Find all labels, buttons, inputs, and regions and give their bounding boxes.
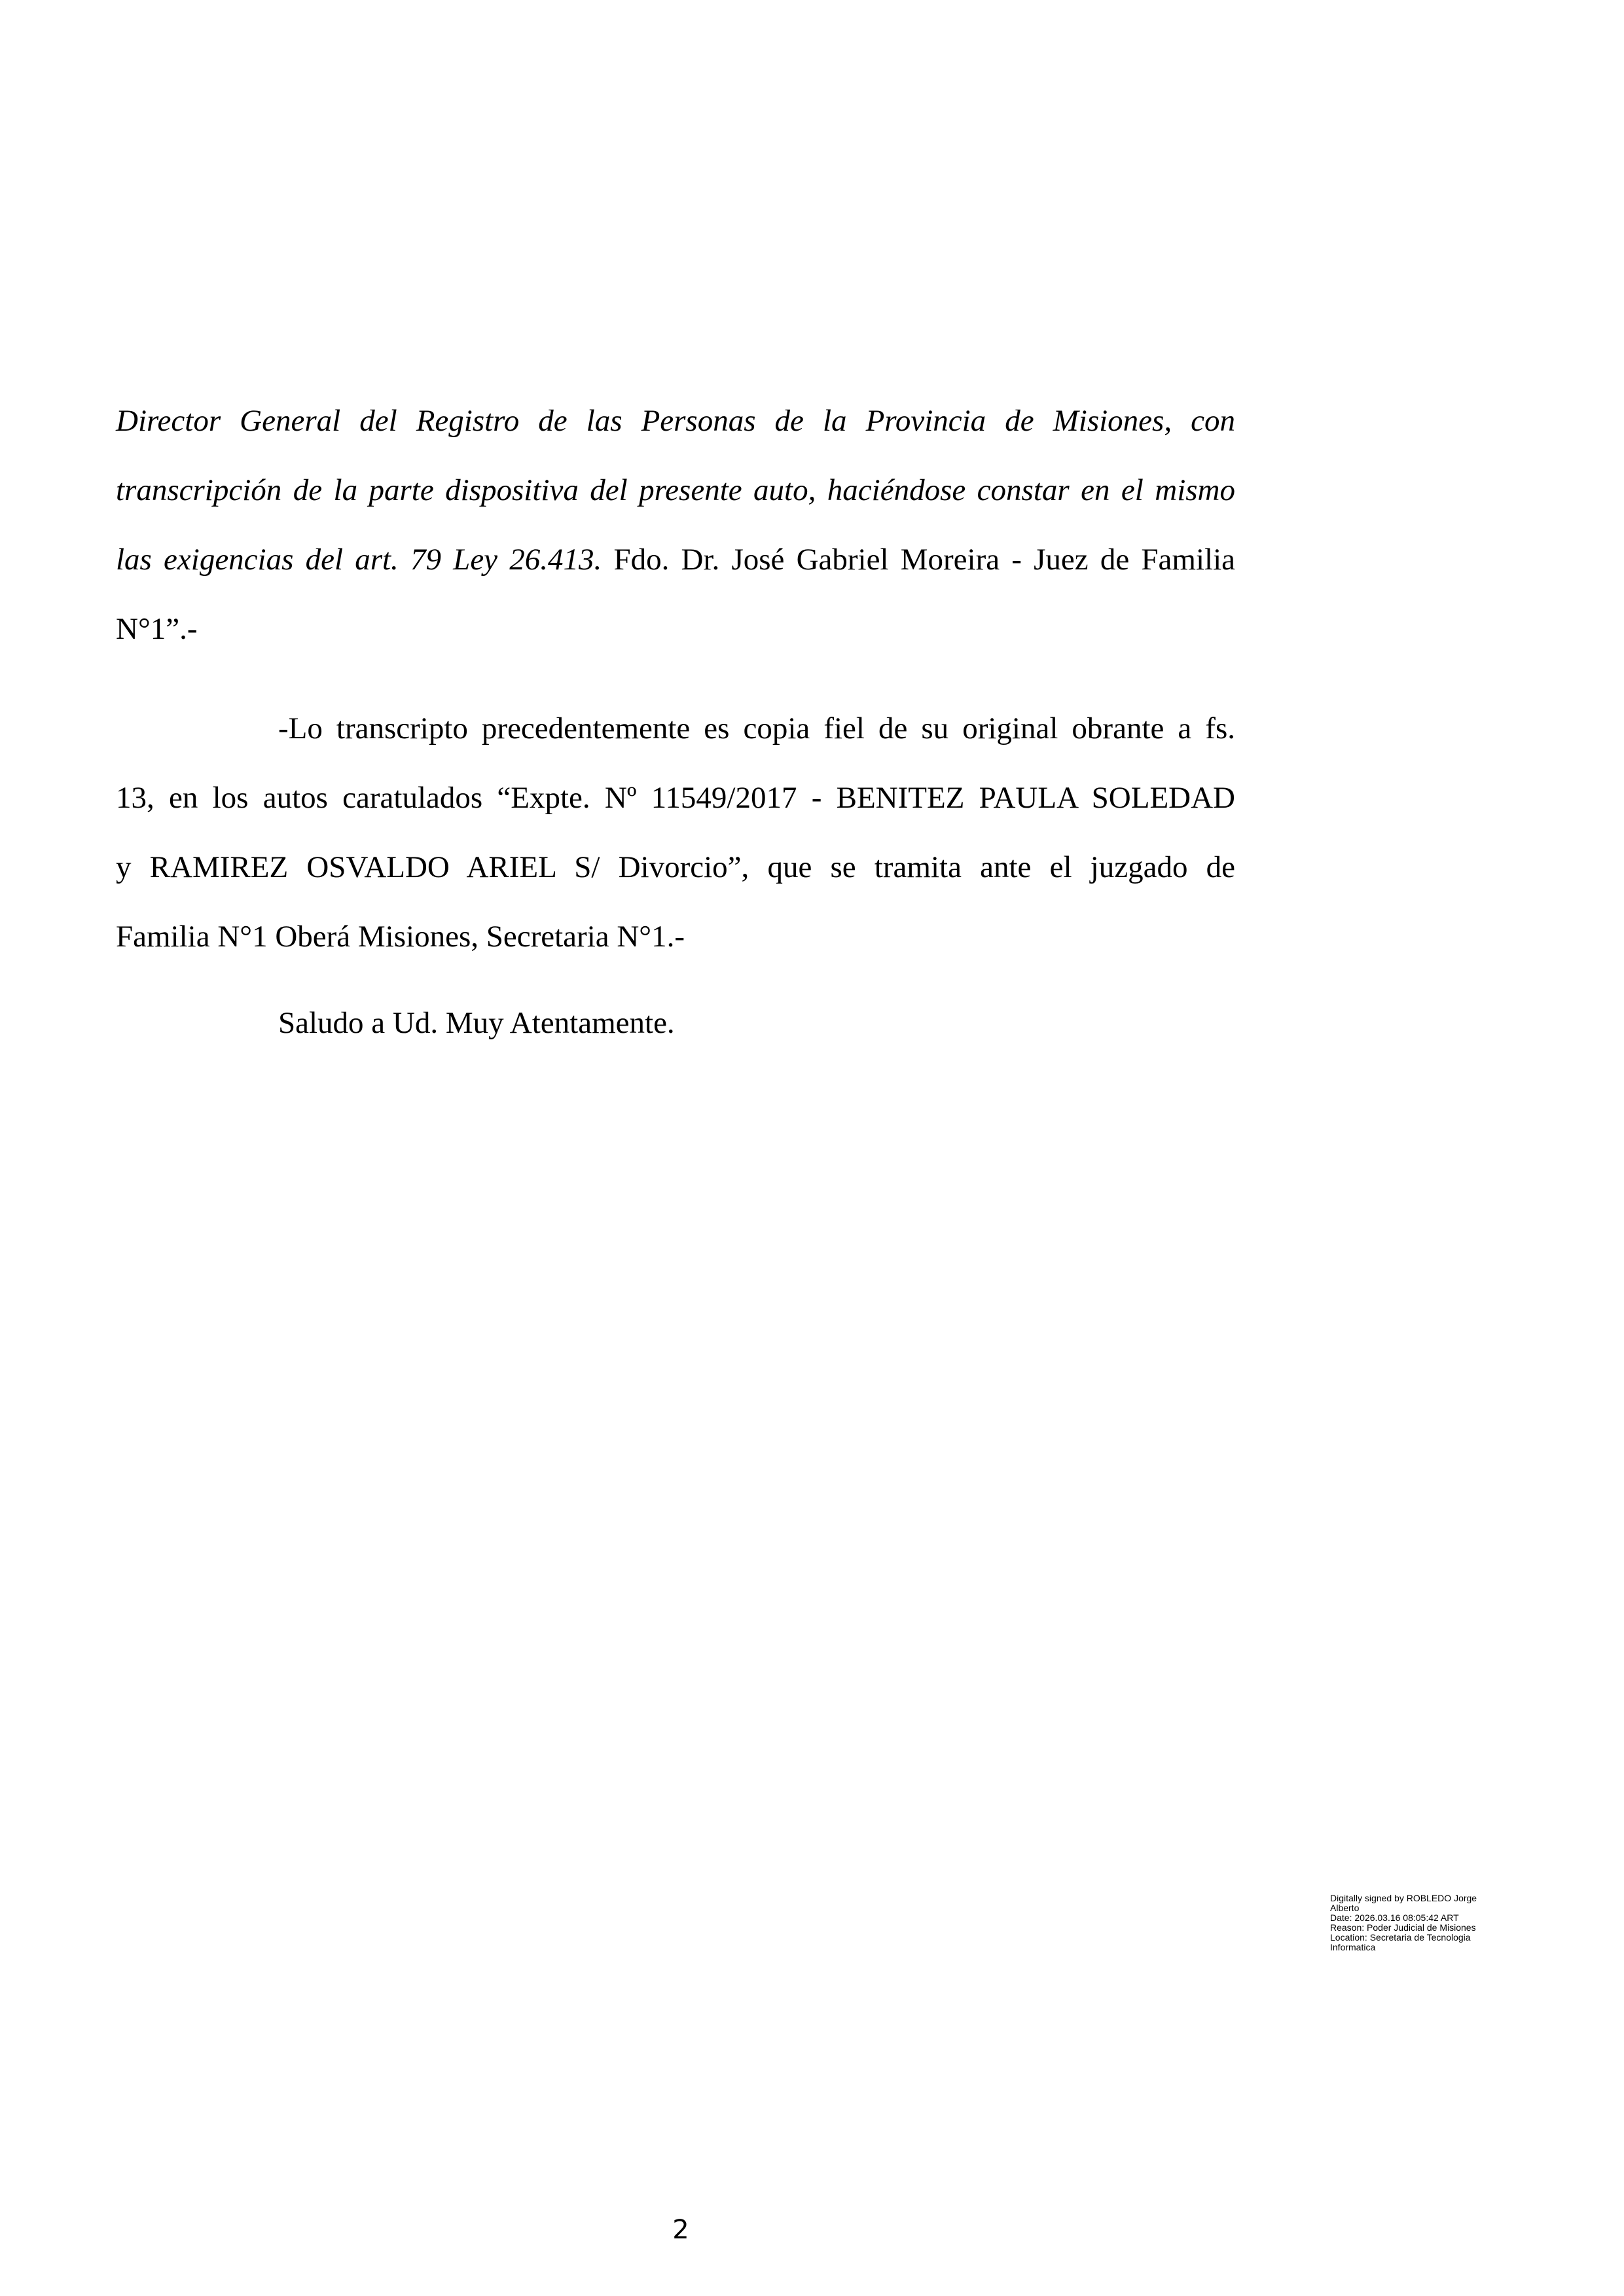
text-line: N°1”.-: [116, 612, 198, 646]
text-line: transcripción de la parte dispositiva del presente auto, haciéndose constar en el mismo: [116, 473, 1235, 507]
signature-line: Date: 2026.03.16 08:05:42 ART: [1330, 1912, 1459, 1923]
closing-salutation: Saludo a Ud. Muy Atentamente.: [278, 1006, 675, 1040]
signature-line: Location: Secretaria de Tecnologia: [1330, 1932, 1471, 1943]
signature-line: Reason: Poder Judicial de Misiones: [1330, 1922, 1476, 1933]
text-line: [116, 525, 1235, 594]
signature-line: Informatica: [1330, 1942, 1376, 1952]
text-line: 13, en los autos caratulados “Expte. Nº 11549/2017 - BENITEZ PAULA SOLEDAD: [116, 781, 1235, 815]
paragraph-closing: [116, 988, 1235, 1058]
text-line-regular-part: Fdo. Dr. José Gabriel Moreira - Juez de Familia: [602, 543, 1235, 577]
signature-line: Alberto: [1330, 1903, 1360, 1913]
text-line-italic-part: las exigencias del art. 79 Ley 26.413.: [116, 543, 602, 577]
signature-line: Digitally signed by ROBLEDO Jorge: [1330, 1893, 1477, 1903]
paragraph-certification: [116, 694, 1235, 971]
paragraph-order-transcription: [116, 386, 1235, 664]
digital-signature-block: [1330, 1893, 1526, 1952]
text-line: Director General del Registro de las Personas de la Provincia de Misiones, con: [116, 404, 1235, 438]
text-line: y RAMIREZ OSVALDO ARIEL S/ Divorcio”, que se tramita ante el juzgado de: [116, 850, 1235, 884]
page-number: 2: [672, 2215, 689, 2245]
text-line: Familia N°1 Oberá Misiones, Secretaria N°1.-: [116, 920, 685, 954]
text-line: -Lo transcripto precedentemente es copia fiel de su original obrante a fs.: [278, 711, 1235, 745]
